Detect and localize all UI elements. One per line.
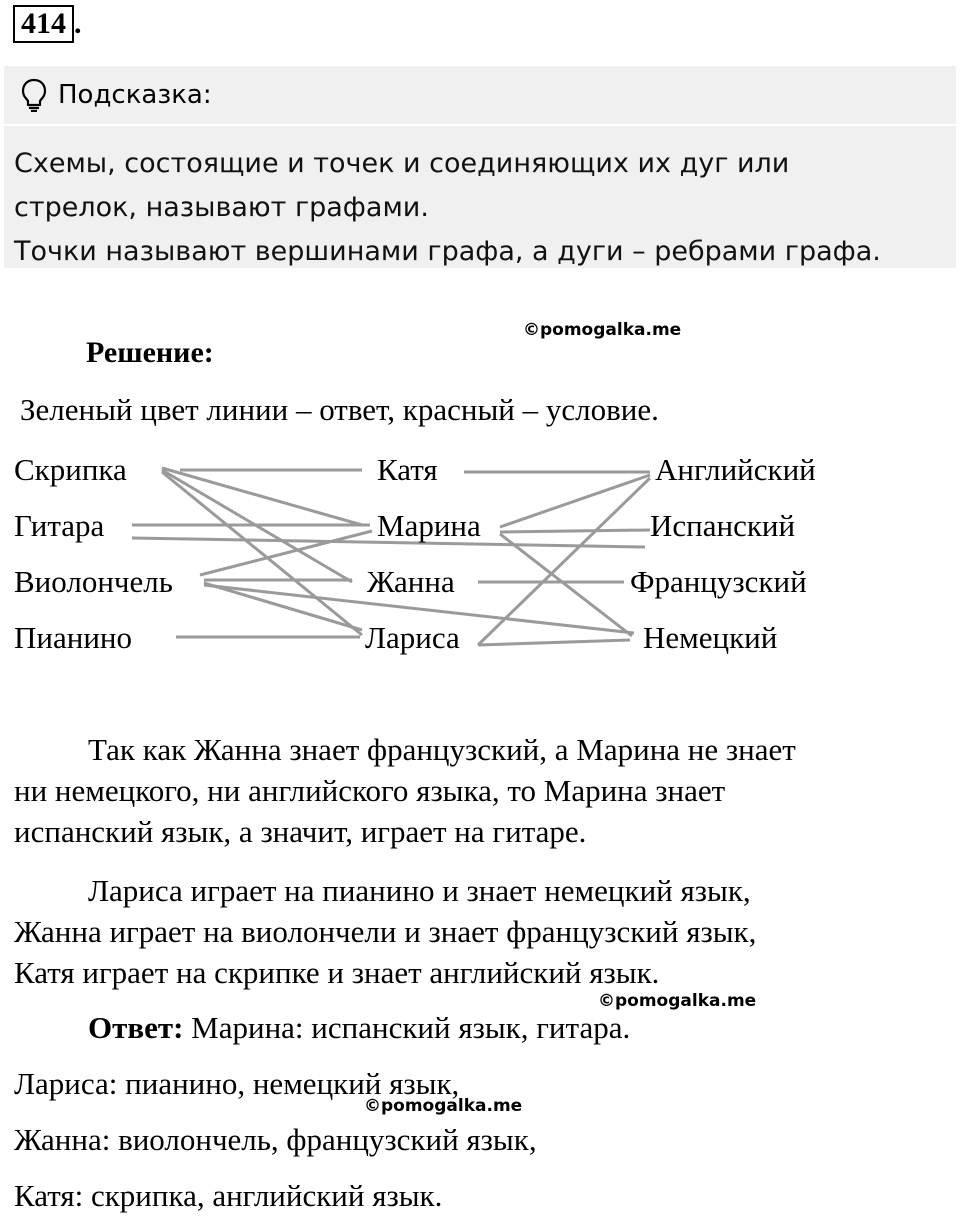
paragraph-line: Катя играет на скрипке и знает английский язык. [14,955,660,990]
hint-title [20,78,212,112]
graph-edge [500,530,650,532]
graph-edge [204,583,362,630]
paragraph-line: Лариса играет на пианино и знает немецкий язык, [88,873,751,908]
instrument-label: Виолончель [14,564,173,599]
conclusion-paragraph [14,870,954,993]
graph-edges [132,468,650,645]
language-label: Немецкий [643,620,778,655]
person-label: Жанна [367,564,455,599]
hint-text [14,142,881,274]
explanation-paragraph [14,729,954,852]
hint-line: стрелок, называют графами. [14,192,429,223]
relation-graph [0,440,960,670]
hint-divider [4,124,956,126]
watermark: ©pomogalka.me [364,1096,523,1116]
paragraph-line: Жанна играет на виолончели и знает французский язык, [14,914,757,949]
graph-edge [478,640,630,645]
answer-first-line [88,1010,630,1046]
language-label: Английский [655,452,816,487]
task-number-suffix: . [74,7,82,40]
solution-legend: Зеленый цвет линии – ответ, красный – условие. [20,392,659,427]
language-label: Испанский [650,508,796,543]
instrument-label: Пианино [14,620,133,655]
hint-line: Точки называют вершинами графа, а дуги – ребрами графа. [14,236,881,267]
paragraph-line: Так как Жанна знает французский, а Марина не знает [88,732,796,767]
instrument-label: Гитара [14,508,105,543]
hint-line: Схемы, состоящие и точек и соединяющих их дуг или [14,148,790,179]
instrument-column [14,452,173,655]
answer-line: Лариса: пианино, немецкий язык, [14,1066,460,1101]
paragraph-line: испанский язык, а значит, играет на гитаре. [14,814,587,849]
language-label: Французский [630,564,807,599]
person-label: Марина [377,508,481,543]
hint-title-text: Подсказка: [58,80,212,110]
solution-heading: Решение: [86,336,214,369]
person-label: Катя [377,452,438,487]
answer-line: Жанна: виолончель, французский язык, [14,1122,537,1157]
answer-text: Марина: испанский язык, гитара. [191,1010,631,1045]
answer-line: Катя: скрипка, английский язык. [14,1178,443,1213]
graph-edge [478,478,650,645]
task-number-box: 414 [13,5,74,43]
people-column [365,452,481,655]
watermark: ©pomogalka.me [598,991,757,1011]
watermark: ©pomogalka.me [523,320,682,340]
person-label: Лариса [365,620,460,655]
graph-edge [200,531,372,575]
paragraph-line: ни немецкого, ни английского языка, то Марина знает [14,773,726,808]
instrument-label: Скрипка [14,452,127,487]
language-column [630,452,816,655]
hint-box [4,66,956,268]
task-number [13,5,82,43]
lightbulb-icon [20,78,48,112]
answer-label: Ответ: [88,1010,184,1045]
